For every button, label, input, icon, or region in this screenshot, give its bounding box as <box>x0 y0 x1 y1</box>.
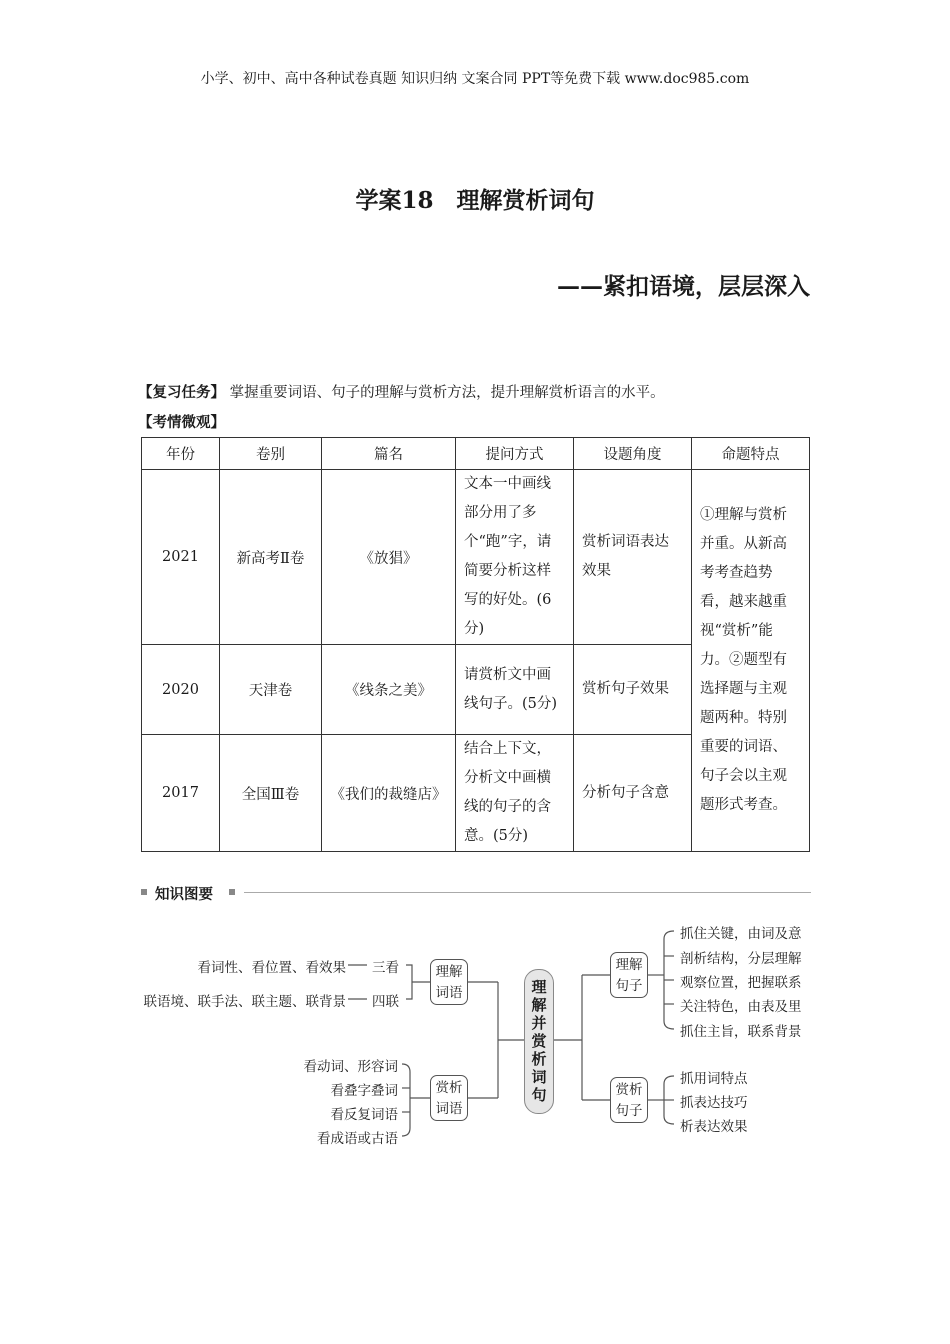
appreciate-words-item: 看动词、形容词 <box>303 1059 398 1075</box>
center-char: 析 <box>531 1050 547 1068</box>
table-header: 年份 <box>142 438 220 470</box>
center-char: 句 <box>531 1086 547 1104</box>
appreciate-words-item: 看反复词语 <box>330 1107 398 1123</box>
box-text: 赏析 <box>615 1082 643 1098</box>
cell-paper: 天津卷 <box>220 645 322 735</box>
box-text: 词语 <box>435 1101 463 1117</box>
appreciate-sentences-item: 抓表达技巧 <box>680 1095 748 1111</box>
appreciate-words-box <box>430 1075 468 1121</box>
cell-angle: 赏析词语表达效果 <box>574 470 692 645</box>
center-char: 并 <box>531 1014 547 1032</box>
center-char: 赏 <box>531 1032 547 1050</box>
cell-title: 《我们的裁缝店》 <box>322 735 456 852</box>
appreciate-sentences-item: 抓用词特点 <box>680 1071 748 1087</box>
box-text: 句子 <box>615 1103 643 1119</box>
cell-year: 2017 <box>142 735 220 852</box>
box-text: 句子 <box>615 978 643 994</box>
appreciate-sentences-item: 析表达效果 <box>680 1119 748 1135</box>
mind-map-center <box>524 969 554 1114</box>
page-subtitle: ——紧扣语境，层层深入 <box>557 273 810 300</box>
review-task-tag: 【复习任务】 <box>138 384 225 401</box>
understand-words-tag: 三看 <box>372 960 399 976</box>
table-header: 命题特点 <box>692 438 810 470</box>
understand-sentences-item: 关注特色，由表及里 <box>680 999 802 1015</box>
table-header: 设题角度 <box>574 438 692 470</box>
cell-year: 2020 <box>142 645 220 735</box>
cell-feature: ①理解与赏析并重。从新高考考查趋势看，越来越重视“赏析”能力。②题型有选择题与主观题两种。特别重要的词语、句子会以主观题形式考查。 <box>692 470 810 852</box>
review-task-text: 掌握重要词语、句子的理解与赏析方法，提升理解赏析语言的水平。 <box>229 385 665 401</box>
cell-angle: 赏析句子效果 <box>574 645 692 735</box>
exam-section-label: 【考情微观】 <box>138 414 225 431</box>
box-text: 理解 <box>615 957 643 973</box>
box-text: 词语 <box>435 985 463 1001</box>
center-char: 词 <box>531 1068 547 1086</box>
box-text: 赏析 <box>435 1080 463 1096</box>
center-char: 解 <box>531 996 547 1014</box>
understand-sentences-item: 观察位置，把握联系 <box>680 975 802 991</box>
appreciate-words-item: 看叠字叠词 <box>330 1083 398 1099</box>
cell-title: 《放猖》 <box>322 470 456 645</box>
understand-sentences-item: 抓住主旨，联系背景 <box>680 1024 802 1040</box>
understand-sentences-box <box>610 952 648 998</box>
understand-words-box <box>430 959 468 1005</box>
cell-angle: 分析句子含意 <box>574 735 692 852</box>
cell-question: 请赏析文中画线句子。(5分) <box>456 645 574 735</box>
understand-sentences-item: 抓住关键，由词及意 <box>680 926 802 942</box>
understand-words-detail: 联语境、联手法、联主题、联背景 <box>143 994 346 1010</box>
cell-question: 文本一中画线部分用了多个“跑”字，请简要分析这样写的好处。(6分) <box>456 470 574 645</box>
center-char: 理 <box>531 978 547 996</box>
page-header: 小学、初中、高中各种试卷真题 知识归纳 文案合同 PPT等免费下载 www.doc985.com <box>200 71 750 87</box>
appreciate-words-item: 看成语或古语 <box>317 1131 398 1147</box>
understand-words-detail: 看词性、看位置、看效果 <box>197 960 346 976</box>
cell-paper: 新高考Ⅱ卷 <box>220 470 322 645</box>
table-header: 篇名 <box>322 438 456 470</box>
cell-question: 结合上下文，分析文中画横线的句子的含意。(5分) <box>456 735 574 852</box>
cell-title: 《线条之美》 <box>322 645 456 735</box>
table-header: 卷别 <box>220 438 322 470</box>
page-title: 学案18 理解赏析词句 <box>355 187 595 214</box>
understand-sentences-item: 剖析结构，分层理解 <box>680 951 802 967</box>
cell-year: 2021 <box>142 470 220 645</box>
knowledge-map-label: 知识图要 <box>155 887 213 903</box>
box-text: 理解 <box>435 964 463 980</box>
cell-paper: 全国Ⅲ卷 <box>220 735 322 852</box>
understand-words-tag: 四联 <box>372 994 399 1010</box>
table-header: 提问方式 <box>456 438 574 470</box>
appreciate-sentences-box <box>610 1077 648 1123</box>
